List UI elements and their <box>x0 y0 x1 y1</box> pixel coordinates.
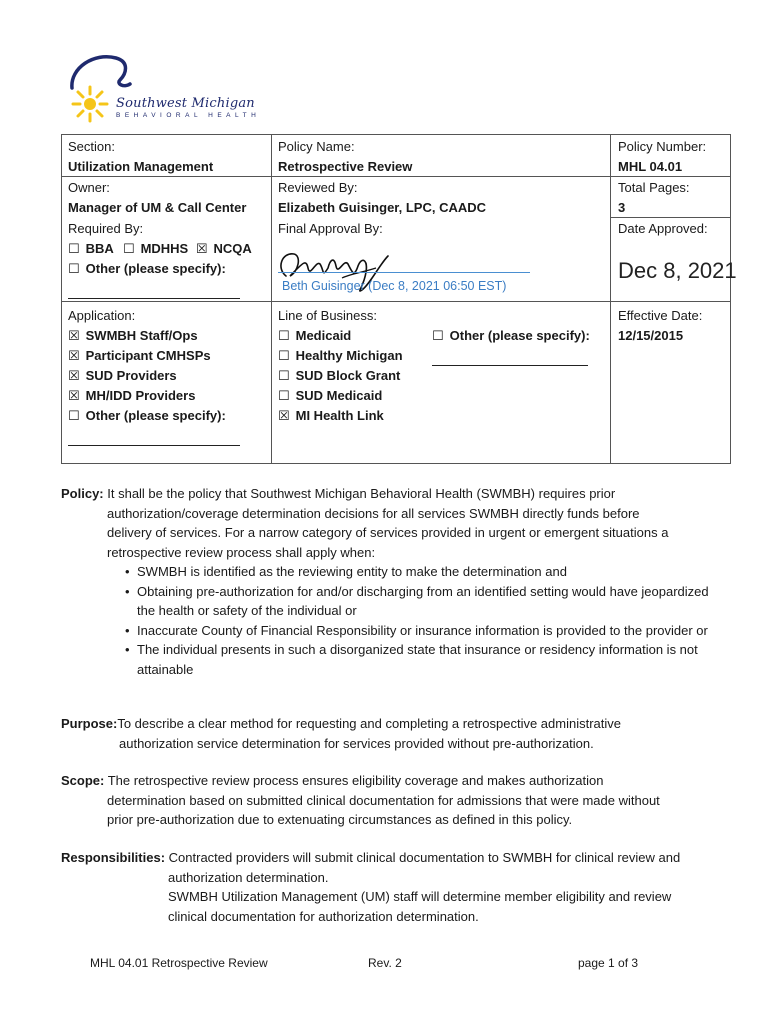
required-ncqa: NCQA <box>213 241 252 256</box>
section-value: Utilization Management <box>68 159 214 174</box>
application-cell <box>68 306 240 446</box>
reviewed-by-value: Elizabeth Guisinger, LPC, CAADC <box>278 200 487 215</box>
section-label: Section: <box>68 139 115 154</box>
purpose-heading: Purpose: <box>61 716 118 731</box>
purpose-text: To describe a clear method for requesting and completing a retrospective administrative <box>117 716 621 731</box>
total-pages-value: 3 <box>618 200 626 215</box>
lob-item: Medicaid <box>295 328 352 343</box>
logo-sun <box>73 87 107 121</box>
list-item: • SWMBH is identified as the reviewing entity to make the determination and <box>125 562 721 582</box>
checkbox-app-swmbh[interactable]: ☒ <box>68 328 80 343</box>
checkbox-mdhhs[interactable]: ☐ <box>122 241 135 256</box>
policy-name-cell <box>278 137 412 177</box>
required-by-label: Required By: <box>68 221 144 236</box>
owner-label: Owner: <box>68 180 110 195</box>
effective-date-label: Effective Date: <box>618 308 703 323</box>
checkbox-app-other[interactable]: ☐ <box>68 408 80 423</box>
policy-name-value: Retrospective Review <box>278 159 413 174</box>
application-item: MH/IDD Providers <box>85 388 196 403</box>
date-approved-label: Date Approved: <box>618 221 708 236</box>
application-item: Participant CMHSPs <box>85 348 211 363</box>
required-by-options <box>68 239 252 259</box>
date-approved-value: Dec 8, 2021 <box>618 258 737 283</box>
policy-text: authorization/coverage determination decisions for all services SWMBH directly funds before <box>107 505 640 521</box>
policy-number-label: Policy Number: <box>618 139 707 154</box>
application-label: Application: <box>68 308 136 323</box>
checkbox-lob-mi-health-link[interactable]: ☒ <box>278 408 290 423</box>
line-of-business-cell <box>278 306 403 426</box>
checkbox-lob-sud-block[interactable]: ☐ <box>278 368 290 383</box>
required-other-label: Other (please specify): <box>85 261 226 276</box>
policy-text: retrospective review process shall apply when: <box>107 544 376 560</box>
reviewed-by-label: Reviewed By: <box>278 180 358 195</box>
scope-heading: Scope: <box>61 773 105 788</box>
responsibilities-section <box>61 848 741 926</box>
policy-number-value: MHL 04.01 <box>618 159 683 174</box>
policy-text: It shall be the policy that Southwest Michigan Behavioral Health (SWMBH) requires prior <box>107 486 616 501</box>
responsibilities-text: Contracted providers will submit clinical documentation to SWMBH for clinical review and <box>168 850 681 865</box>
purpose-section <box>61 714 721 753</box>
application-item: Other (please specify): <box>85 408 226 423</box>
required-other <box>68 259 252 279</box>
checkbox-lob-medicaid[interactable]: ☐ <box>278 328 290 343</box>
footer-revision: Rev. 2 <box>368 956 402 970</box>
required-other-blank[interactable] <box>68 284 240 299</box>
application-item: SUD Providers <box>85 368 177 383</box>
lob-other-blank[interactable] <box>432 351 588 366</box>
signature-line <box>278 272 530 273</box>
responsibilities-text: authorization determination. <box>168 869 329 885</box>
reviewed-by-cell <box>278 178 486 239</box>
checkbox-bba[interactable]: ☐ <box>68 241 80 256</box>
section-cell <box>68 137 213 177</box>
policy-section <box>61 484 721 679</box>
footer-document-title: MHL 04.01 Retrospective Review <box>90 956 268 970</box>
application-item: SWMBH Staff/Ops <box>85 328 198 343</box>
policy-bullets <box>61 562 721 679</box>
policy-heading: Policy: <box>61 486 104 501</box>
lob-item: Healthy Michigan <box>295 348 403 363</box>
checkbox-lob-sud-medicaid[interactable]: ☐ <box>278 388 290 403</box>
list-item: • Obtaining pre-authorization for and/or discharging from an identified setting would have jeopardized the health or safety of the individual or <box>125 582 721 621</box>
total-pages-cell <box>618 178 690 218</box>
logo-swoosh <box>72 57 130 88</box>
scope-text: determination based on submitted clinical documentation for admissions that were made without <box>107 792 660 808</box>
policy-name-label: Policy Name: <box>278 139 355 154</box>
purpose-text: authorization service determination for services provided without pre-authorization. <box>119 735 594 751</box>
owner-cell <box>68 178 252 299</box>
checkbox-app-sud[interactable]: ☒ <box>68 368 80 383</box>
effective-date-cell <box>618 306 702 346</box>
lob-other-label: Other (please specify): <box>449 328 590 343</box>
final-approval-label: Final Approval By: <box>278 221 383 236</box>
checkbox-lob-healthy-michigan[interactable]: ☐ <box>278 348 290 363</box>
signer-stamp: Beth Guisinger (Dec 8, 2021 06:50 EST) <box>282 279 507 293</box>
logo-subtitle: BEHAVIORAL HEALTH <box>116 112 261 119</box>
required-bba: BBA <box>85 241 114 256</box>
lob-other-cell <box>432 326 590 366</box>
lob-item: SUD Block Grant <box>295 368 401 383</box>
lob-item: SUD Medicaid <box>295 388 383 403</box>
owner-value: Manager of UM & Call Center <box>68 200 247 215</box>
lob-label: Line of Business: <box>278 308 378 323</box>
lob-item: MI Health Link <box>295 408 384 423</box>
checkbox-app-mhidd[interactable]: ☒ <box>68 388 80 403</box>
footer-page-number: page 1 of 3 <box>578 956 639 970</box>
checkbox-required-other[interactable]: ☐ <box>68 261 80 276</box>
responsibilities-text: SWMBH Utilization Management (UM) staff will determine member eligibility and review <box>168 889 672 904</box>
checkbox-app-cmhsps[interactable]: ☒ <box>68 348 80 363</box>
scope-text: prior pre-authorization due to extenuating circumstances as defined in this policy. <box>107 812 573 827</box>
logo-name: Southwest Michigan <box>116 96 255 111</box>
divider <box>271 135 272 463</box>
responsibilities-text: clinical documentation for authorization determination. <box>168 908 479 924</box>
divider <box>62 301 730 302</box>
checkbox-lob-other[interactable]: ☐ <box>432 328 444 343</box>
required-mdhhs: MDHHS <box>140 241 189 256</box>
application-other-blank[interactable] <box>68 431 240 446</box>
scope-text: The retrospective review process ensures eligibility coverage and makes authorization <box>107 773 604 788</box>
effective-date-value: 12/15/2015 <box>618 328 684 343</box>
list-item: • Inaccurate County of Financial Responsibility or insurance information is provided to the provider or <box>125 621 721 641</box>
policy-number-cell <box>618 137 706 177</box>
policy-text: delivery of services. For a narrow category of services provided in urgent or emergent situations a <box>107 525 669 540</box>
divider <box>610 135 611 463</box>
checkbox-ncqa[interactable]: ☒ <box>195 241 208 256</box>
scope-section <box>61 771 721 830</box>
responsibilities-heading: Responsibilities: <box>61 850 166 865</box>
total-pages-label: Total Pages: <box>618 180 690 195</box>
list-item: • The individual presents in such a disorganized state that insurance or residency information is not attainable <box>125 640 721 679</box>
